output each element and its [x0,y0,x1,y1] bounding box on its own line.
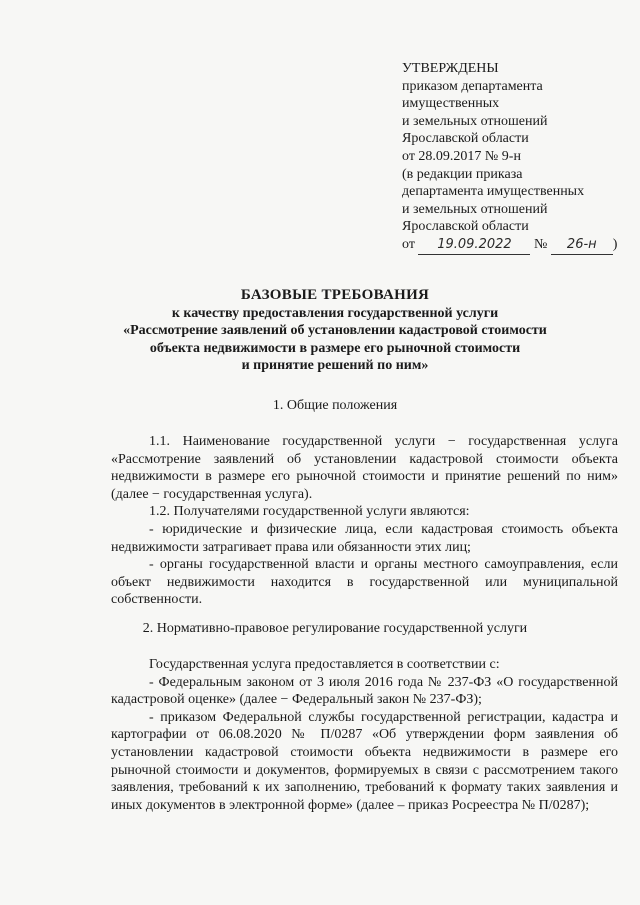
paragraph: 1.2. Получателями государственной услуги являются: [149,504,470,520]
title-line: к качеству предоставления государственной услуги [171,305,499,321]
paragraph: 1.1. Наименование государственной услуги − государственная услуга «Рассмотрение заявлений об установлении кадастровой стоимости объекта недвижимости в размере его рыночной стоимости и принятие решений по ним» (далее − государственная услуга). [111,434,618,502]
close-paren: ) [612,236,618,252]
title-line: объекта недвижимости в размере его рыночной стоимости [149,340,521,356]
approval-line: и земельных отношений [402,113,548,129]
title-line: и принятие решений по ним» [241,358,429,374]
approval-stamp-block [402,60,632,255]
approval-line: Ярославской области [402,219,529,235]
handwritten-number: 26-н [551,236,613,255]
approval-line: приказом департамента [402,78,543,94]
title-line: «Рассмотрение заявлений об установлении кадастровой стоимости [123,323,547,339]
section-1-body [111,433,618,609]
approval-line: и земельных отношений [402,201,548,217]
paragraph: - Федеральным законом от 3 июля 2016 года № 237-ФЗ «О государственной кадастровой оценке» (далее − Федеральный закон № 237-ФЗ); [111,674,618,708]
approval-line: департамента имущественных [402,184,585,200]
paragraph: - приказом Федеральной службы государственной регистрации, кадастра и картографии от 06.08.2020 № П/0287 «Об утверждении форм заявления об установлении кадастровой стоимости объекта недвижимости в размере его рыночной стоимости и документов, формируемых в связи с рассмотрением такого заявления, требований к их заполнению, требований к формату таких заявления и иных документов в электронной форме» (далее – приказ Росреестра № П/0287); [111,709,618,813]
section-2-body [111,656,618,814]
handwritten-date: 19.09.2022 [418,236,530,255]
approval-line: от 28.09.2017 № 9-н [402,148,521,164]
paragraph: - органы государственной власти и органы местного самоуправления, если объект недвижимости находится в государственной или муниципальной собственности. [111,557,618,608]
paragraph: - юридические и физические лица, если кадастровая стоимость объекта недвижимости затрагивает права или обязанности этих лиц; [111,521,618,555]
number-label: № [533,236,548,252]
approval-line: УТВЕРЖДЕНЫ [402,61,499,76]
approval-line: (в редакции приказа [402,166,523,182]
section-heading-1: 1. Общие положения [272,398,398,413]
approval-line: Ярославской области [402,131,529,147]
approval-line: имущественных [402,96,500,112]
paragraph: Государственная услуга предоставляется в соответствии с: [149,657,500,672]
from-label: от [402,236,415,252]
approval-date-line [402,236,632,255]
section-heading-2: 2. Нормативно-правовое регулирование государственной услуги [142,621,528,636]
title-main: БАЗОВЫЕ ТРЕБОВАНИЯ [240,287,430,303]
document-title [110,287,560,375]
